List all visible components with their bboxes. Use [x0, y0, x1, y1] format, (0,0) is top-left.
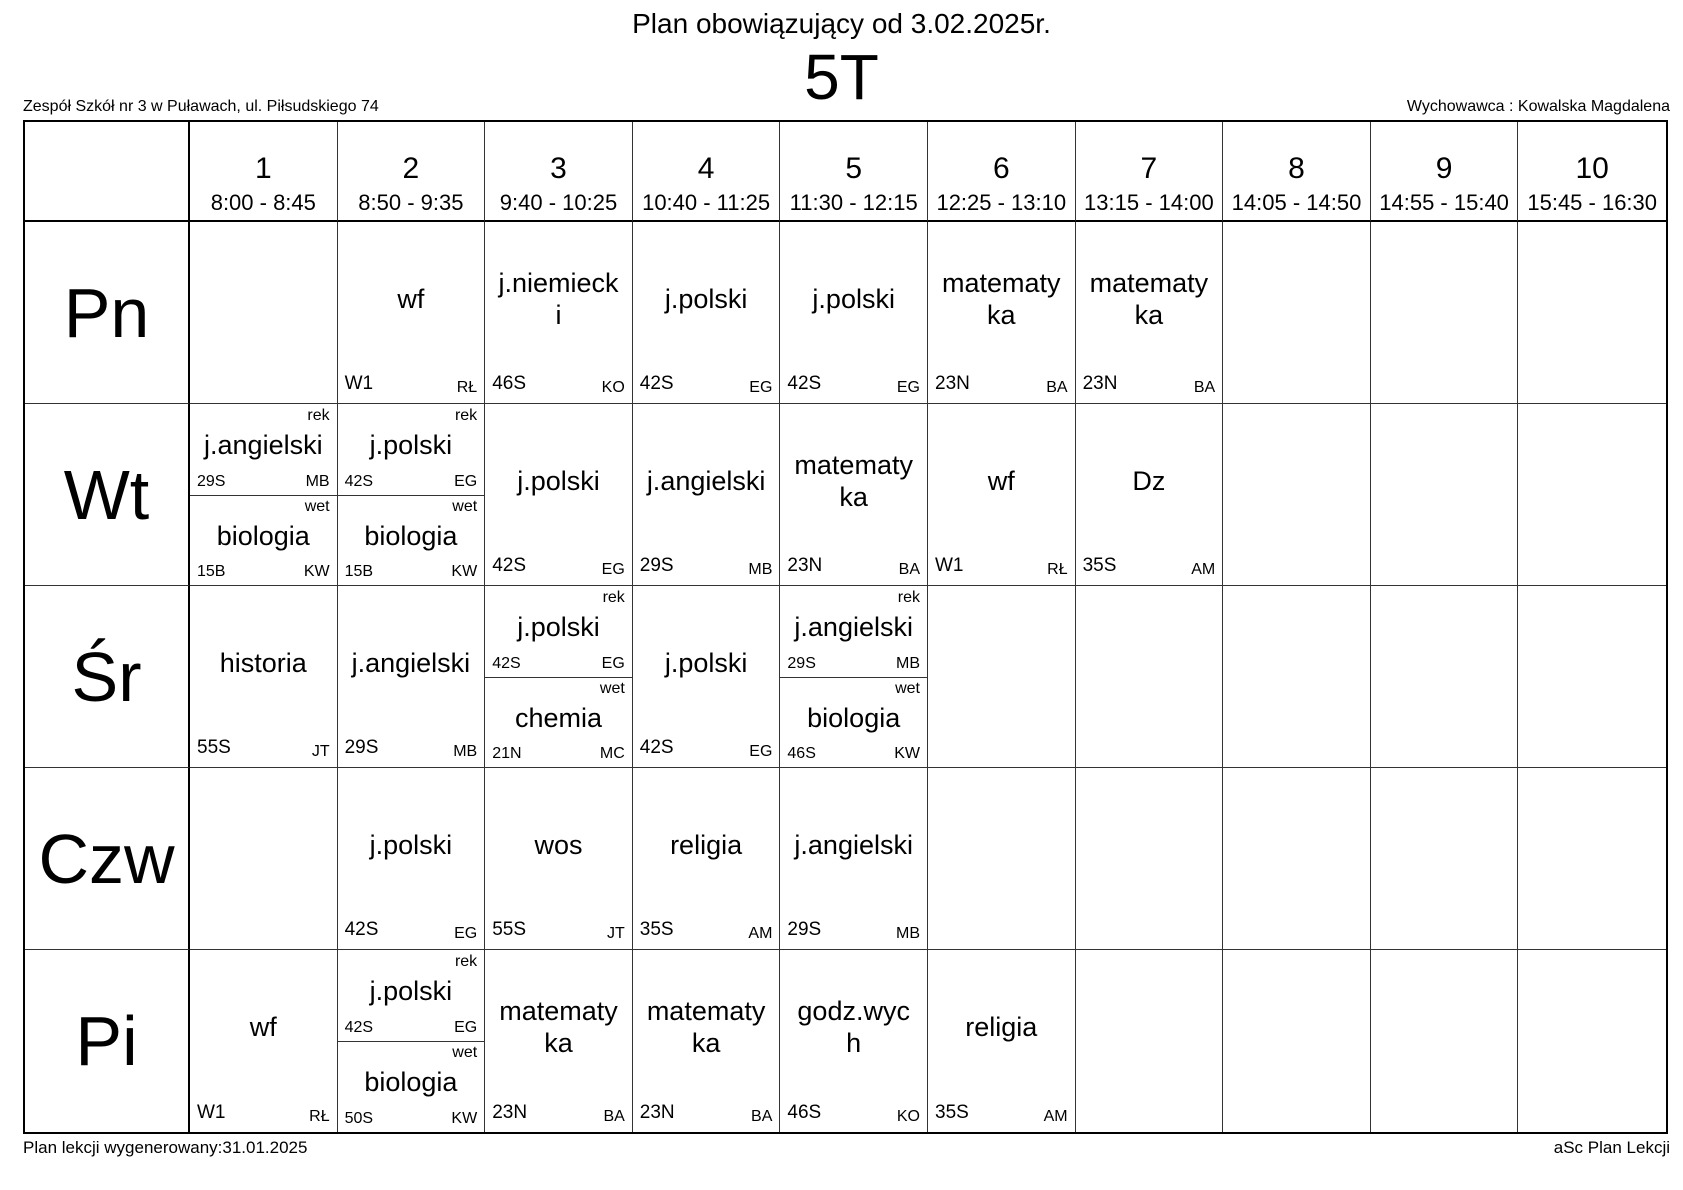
lesson-cell: [928, 950, 1076, 1132]
teacher-code: EG: [601, 654, 625, 672]
lesson: [1076, 404, 1223, 585]
period-header: [928, 122, 1076, 222]
group-label: rek: [897, 589, 920, 606]
subject: j.angielski: [351, 647, 471, 678]
lesson-cell: [1371, 222, 1519, 404]
room: 15B: [344, 563, 374, 580]
group-lesson: [338, 1041, 485, 1132]
subject: j.angielski: [794, 829, 913, 860]
room: 23N: [492, 1102, 528, 1123]
room: 23N: [1082, 373, 1118, 394]
lesson-cell: [633, 404, 781, 586]
subject: wos: [534, 829, 583, 860]
room: 42S: [639, 373, 674, 394]
lesson-cell: [1076, 404, 1224, 586]
day-name: Czw: [38, 819, 175, 898]
teacher-code: MC: [599, 745, 625, 762]
lesson-cell: [780, 950, 928, 1132]
subject: j.niemieck i: [498, 267, 619, 330]
lesson: [780, 768, 927, 949]
homeroom-teacher: Wychowawca : Kowalska Magdalena: [1406, 98, 1670, 115]
group-label: wet: [452, 497, 478, 515]
period-time: 9:40 - 10:25: [499, 190, 618, 215]
lesson-cell: [485, 222, 633, 404]
subject: religia: [965, 1012, 1038, 1042]
lesson-cell: [928, 404, 1076, 586]
subject: biologia: [807, 702, 901, 733]
subject: j.polski: [369, 829, 453, 860]
room: 23N: [639, 1102, 675, 1123]
room: 42S: [492, 555, 526, 576]
room: 35S: [1082, 555, 1117, 576]
room: W1: [935, 555, 964, 576]
day-name: Pn: [63, 273, 150, 352]
subject: biologia: [364, 520, 458, 551]
period-time: 15:45 - 16:30: [1527, 190, 1658, 215]
room: 42S: [639, 737, 674, 758]
teacher-code: EG: [749, 379, 773, 396]
subject: wf: [249, 1012, 277, 1042]
subject: j.angielski: [794, 612, 913, 642]
lesson-cell: [1223, 404, 1371, 586]
subject: biologia: [364, 1067, 458, 1097]
period-header: [1223, 122, 1371, 222]
teacher-code: AM: [1191, 561, 1216, 578]
lesson: [338, 586, 485, 767]
teacher-code: KW: [303, 563, 330, 580]
lesson: [338, 222, 485, 403]
lesson: [633, 586, 780, 767]
lesson: [780, 404, 927, 585]
lesson: [1076, 222, 1223, 403]
teacher-code: JT: [607, 925, 625, 942]
room: 55S: [492, 919, 526, 940]
room: 46S: [787, 1102, 822, 1123]
teacher-code: MB: [305, 472, 330, 490]
teacher-code: BA: [751, 1108, 773, 1125]
lesson-cell: [1371, 586, 1519, 768]
group-lesson: [190, 495, 337, 586]
school-name: Zespół Szkół nr 3 w Puławach, ul. Piłsudskiego 74: [23, 98, 379, 115]
teacher-code: RŁ: [1047, 561, 1068, 578]
lesson-cell: [1518, 768, 1666, 950]
subject: j.polski: [664, 283, 748, 314]
lesson: [928, 950, 1075, 1132]
lesson: [485, 950, 632, 1132]
teacher-code: EG: [454, 472, 478, 490]
day-header: [25, 586, 190, 768]
period-number: 7: [1140, 152, 1158, 185]
period-time: 12:25 - 13:10: [936, 190, 1067, 215]
lesson-cell: [780, 768, 928, 950]
room: 46S: [787, 745, 816, 762]
room: 29S: [639, 555, 674, 576]
group-lesson: [485, 586, 632, 678]
subject: historia: [219, 647, 307, 678]
room: 55S: [197, 737, 231, 758]
period-number: 3: [550, 152, 567, 185]
lesson-cell: [1371, 768, 1519, 950]
group-label: rek: [454, 407, 478, 424]
lesson: [338, 768, 485, 949]
room: 35S: [639, 919, 674, 940]
teacher-code: KW: [451, 563, 478, 580]
lesson-cell: [633, 586, 781, 768]
room: 29S: [197, 472, 226, 490]
period-time: 14:05 - 14:50: [1231, 190, 1362, 215]
period-number: 6: [992, 152, 1010, 185]
period-header: [190, 122, 338, 222]
lesson-cell: [1518, 404, 1666, 586]
lesson-cell: [338, 950, 486, 1132]
teacher-code: EG: [454, 925, 478, 942]
lesson-cell: [1223, 586, 1371, 768]
day-name: Pi: [75, 1002, 138, 1080]
generated-date: Plan lekcji wygenerowany:31.01.2025: [23, 1138, 308, 1157]
period-time: 8:00 - 8:45: [210, 190, 316, 215]
teacher-code: MB: [896, 925, 920, 942]
subject: j.polski: [369, 976, 453, 1006]
group-label: wet: [599, 679, 625, 697]
lesson-cell: [1518, 586, 1666, 768]
lesson-cell: [1223, 222, 1371, 404]
period-number: 2: [402, 152, 420, 185]
subject: matematy ka: [499, 996, 618, 1058]
teacher-code: MB: [748, 561, 773, 578]
subject: religia: [670, 829, 743, 860]
lesson-cell: [190, 768, 338, 950]
lesson: [633, 768, 780, 949]
lesson-cell: [780, 404, 928, 586]
teacher-code: KO: [601, 379, 625, 396]
group-lesson: [780, 586, 927, 678]
timetable-grid: [23, 120, 1668, 1134]
period-time: 11:30 - 12:15: [789, 190, 918, 215]
lesson: [633, 404, 780, 585]
period-number: 10: [1575, 152, 1609, 185]
room: 46S: [492, 373, 526, 394]
lesson-cell: [780, 222, 928, 404]
subject: matematy ka: [1089, 267, 1209, 330]
subject: j.angielski: [204, 430, 323, 460]
period-number: 4: [697, 152, 715, 185]
group-label: rek: [602, 589, 625, 606]
teacher-code: KW: [894, 745, 920, 762]
period-time: 8:50 - 9:35: [358, 190, 464, 215]
teacher-code: EG: [896, 379, 920, 396]
subject: j.polski: [664, 647, 748, 678]
subject: j.polski: [369, 430, 453, 460]
lesson-cell: [338, 586, 486, 768]
subject: j.polski: [812, 283, 895, 314]
lesson-cell: [1076, 586, 1224, 768]
lesson: [633, 950, 780, 1132]
lesson-cell: [633, 222, 781, 404]
group-label: rek: [307, 407, 330, 424]
room: 42S: [787, 373, 822, 394]
lesson-cell: [1518, 950, 1666, 1132]
period-header: [338, 122, 486, 222]
group-lesson: [338, 495, 485, 586]
teacher-code: KW: [451, 1110, 478, 1127]
room: 35S: [935, 1102, 969, 1123]
group-label: wet: [452, 1044, 478, 1061]
lesson-cell: [1076, 768, 1224, 950]
lesson-cell: [928, 586, 1076, 768]
teacher-code: EG: [454, 1019, 478, 1036]
lesson: [485, 404, 632, 585]
subject: godz.wyc h: [797, 996, 910, 1058]
lesson: [928, 404, 1075, 585]
day-header: [25, 222, 190, 404]
lesson-cell: [485, 768, 633, 950]
subject: j.polski: [517, 465, 600, 496]
period-time: 10:40 - 11:25: [642, 190, 771, 215]
period-number: 1: [254, 152, 272, 185]
teacher-code: KO: [896, 1108, 920, 1125]
day-name: Wt: [63, 455, 150, 534]
teacher-code: BA: [603, 1108, 625, 1125]
day-name: Śr: [71, 637, 142, 716]
room: W1: [344, 373, 374, 394]
lesson-cell: [1223, 768, 1371, 950]
class-title: 5T: [804, 41, 879, 113]
lesson: [780, 222, 927, 403]
lesson-cell: [1371, 404, 1519, 586]
period-header: [1076, 122, 1224, 222]
lesson: [190, 586, 337, 767]
software-brand: aSc Plan Lekcji: [1553, 1138, 1670, 1157]
teacher-code: MB: [896, 654, 920, 672]
lesson: [780, 950, 927, 1132]
group-lesson: [485, 677, 632, 768]
group-lesson: [338, 950, 485, 1042]
room: 42S: [344, 1019, 374, 1036]
corner-cell: [25, 122, 190, 222]
period-header: [780, 122, 928, 222]
day-header: [25, 404, 190, 586]
room: 21N: [492, 745, 522, 762]
subject: wf: [987, 465, 1015, 496]
period-number: 5: [845, 152, 863, 185]
room: 42S: [344, 919, 379, 940]
period-header: [1371, 122, 1519, 222]
teacher-code: BA: [1193, 379, 1216, 396]
teacher-code: MB: [453, 743, 478, 760]
group-label: wet: [304, 497, 330, 515]
subject: matematy ka: [942, 267, 1061, 330]
period-header: [485, 122, 633, 222]
lesson-cell: [928, 222, 1076, 404]
room: 29S: [787, 919, 822, 940]
group-label: rek: [454, 953, 478, 970]
lesson-cell: [928, 768, 1076, 950]
day-header: [25, 768, 190, 950]
subject: matematy ka: [646, 996, 766, 1058]
room: 15B: [197, 563, 226, 580]
lesson-cell: [1076, 222, 1224, 404]
lesson-cell: [190, 222, 338, 404]
room: 42S: [492, 654, 521, 672]
period-time: 13:15 - 14:00: [1084, 190, 1214, 215]
lesson-cell: [338, 768, 486, 950]
lesson-cell: [1076, 950, 1224, 1132]
lesson: [928, 222, 1075, 403]
lesson: [485, 768, 632, 949]
group-lesson: [338, 404, 485, 496]
lesson-cell: [485, 404, 633, 586]
teacher-code: JT: [311, 743, 330, 760]
period-header: [1518, 122, 1666, 222]
lesson: [190, 950, 337, 1132]
subject: j.angielski: [646, 465, 766, 496]
lesson-cell: [485, 586, 633, 768]
lesson-cell: [190, 950, 338, 1132]
lesson-cell: [485, 950, 633, 1132]
lesson-cell: [190, 586, 338, 768]
lesson-cell: [1518, 222, 1666, 404]
period-number: 8: [1288, 152, 1305, 185]
teacher-code: RŁ: [309, 1108, 330, 1125]
subject: wf: [397, 283, 425, 314]
lesson-cell: [633, 768, 781, 950]
plan-subtitle: Plan obowiązujący od 3.02.2025r.: [632, 8, 1051, 39]
teacher-code: RŁ: [456, 379, 478, 396]
group-lesson: [780, 677, 927, 768]
subject: j.polski: [517, 612, 600, 642]
lesson-cell: [338, 222, 486, 404]
subject: biologia: [216, 520, 310, 551]
teacher-code: BA: [1046, 379, 1068, 396]
lesson-cell: [633, 950, 781, 1132]
subject: Dz: [1132, 465, 1166, 496]
lesson: [485, 222, 632, 403]
subject: matematy ka: [794, 449, 913, 512]
lesson-cell: [1371, 950, 1519, 1132]
lesson-cell: [190, 404, 338, 586]
room: 23N: [787, 555, 823, 576]
subject: chemia: [514, 702, 603, 733]
room: 42S: [344, 472, 374, 490]
period-header: [633, 122, 781, 222]
group-label: wet: [895, 679, 920, 697]
room: 23N: [935, 373, 970, 394]
group-lesson: [190, 404, 337, 496]
teacher-code: EG: [601, 561, 625, 578]
period-number: 9: [1435, 152, 1453, 185]
day-header: [25, 950, 190, 1132]
room: 50S: [344, 1110, 374, 1127]
teacher-code: AM: [1043, 1108, 1068, 1125]
room: 29S: [787, 654, 816, 672]
period-time: 14:55 - 15:40: [1379, 190, 1509, 215]
teacher-code: BA: [898, 561, 920, 578]
room: W1: [197, 1102, 226, 1123]
teacher-code: EG: [749, 743, 773, 760]
teacher-code: AM: [748, 925, 773, 942]
lesson-cell: [780, 586, 928, 768]
lesson-cell: [338, 404, 486, 586]
lesson-cell: [1223, 950, 1371, 1132]
lesson: [633, 222, 780, 403]
room: 29S: [344, 737, 379, 758]
